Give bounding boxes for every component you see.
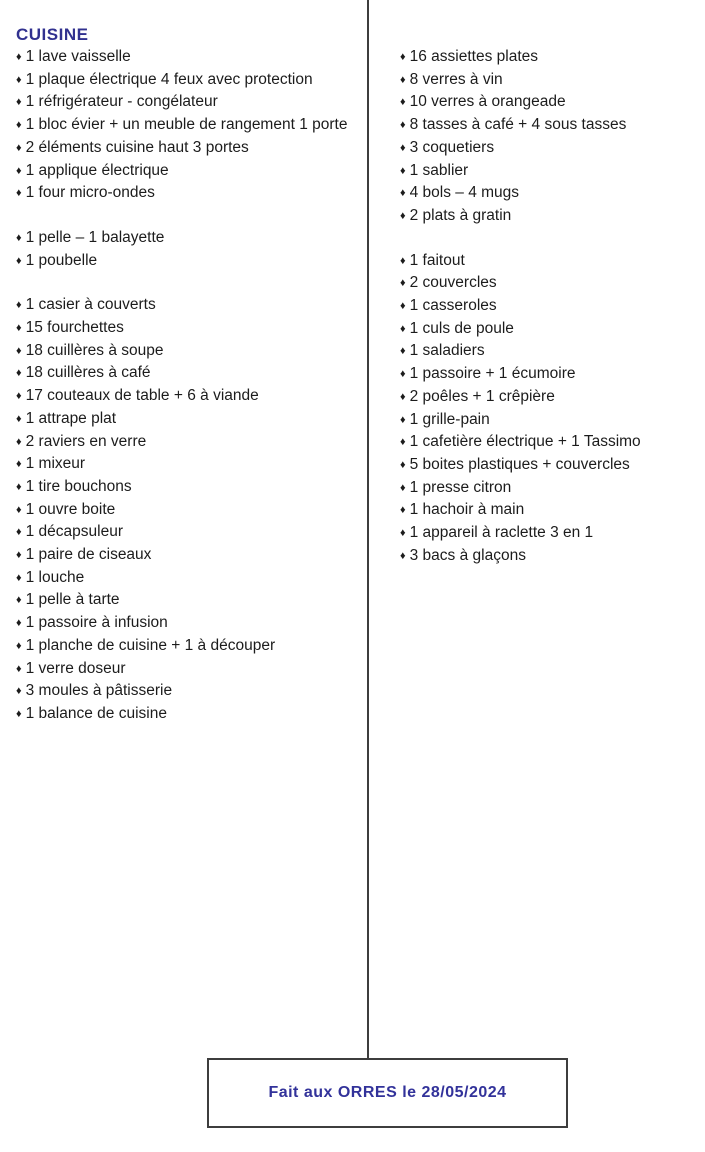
diamond-bullet-icon: ♦ <box>400 254 406 267</box>
item-text: 1 pelle – 1 balayette <box>25 228 165 246</box>
diamond-bullet-icon: ♦ <box>16 322 22 335</box>
list-item <box>16 453 361 476</box>
diamond-bullet-icon: ♦ <box>16 299 22 312</box>
list-item <box>400 340 695 363</box>
diamond-bullet-icon: ♦ <box>16 662 22 675</box>
item-text: 16 assiettes plates <box>409 48 539 65</box>
diamond-bullet-icon: ♦ <box>400 96 406 109</box>
list-item <box>400 318 695 341</box>
list-item <box>400 454 695 477</box>
diamond-bullet-icon: ♦ <box>400 277 406 290</box>
list-item <box>400 477 695 500</box>
item-group <box>400 250 695 568</box>
diamond-bullet-icon: ♦ <box>400 300 406 313</box>
item-text: 1 plaque électrique 4 feux avec protection <box>25 70 313 88</box>
item-text: 1 grille-pain <box>409 410 490 428</box>
left-item-groups <box>16 46 361 726</box>
right-column <box>400 46 695 567</box>
item-text: 1 passoire + 1 écumoire <box>409 365 576 383</box>
diamond-bullet-icon: ♦ <box>16 594 22 607</box>
item-text: 1 tire bouchons <box>25 477 132 495</box>
list-item <box>16 567 361 590</box>
list-item <box>400 46 695 69</box>
diamond-bullet-icon: ♦ <box>400 436 406 449</box>
item-text: 1 verre doseur <box>25 659 126 677</box>
item-text: 4 bols – 4 mugs <box>409 184 520 202</box>
list-item <box>16 362 361 385</box>
diamond-bullet-icon: ♦ <box>16 480 22 493</box>
page-title: CUISINE <box>16 25 89 44</box>
diamond-bullet-icon: ♦ <box>16 96 22 109</box>
diamond-bullet-icon: ♦ <box>400 141 406 154</box>
item-text: 1 pelle à tarte <box>25 591 120 609</box>
item-text: 3 moules à pâtisserie <box>25 682 173 700</box>
item-text: 17 couteaux de table + 6 à viande <box>25 387 259 405</box>
item-text: 2 couvercles <box>409 274 497 292</box>
item-text: 1 appareil à raclette 3 en 1 <box>409 524 594 542</box>
diamond-bullet-icon: ♦ <box>16 639 22 652</box>
list-item <box>16 182 361 205</box>
item-text: 1 hachoir à main <box>409 501 525 519</box>
diamond-bullet-icon: ♦ <box>16 435 22 448</box>
list-item <box>400 205 695 228</box>
list-item <box>400 295 695 318</box>
item-text: 1 mixeur <box>25 455 86 473</box>
item-text: 3 coquetiers <box>409 138 495 156</box>
list-item <box>400 137 695 160</box>
list-item <box>16 589 361 612</box>
list-item <box>16 340 361 363</box>
item-text: 18 cuillères à soupe <box>25 341 164 359</box>
list-item <box>400 545 695 568</box>
list-item <box>400 499 695 522</box>
item-text: 1 lave vaisselle <box>25 48 131 65</box>
diamond-bullet-icon: ♦ <box>16 367 22 380</box>
diamond-bullet-icon: ♦ <box>16 503 22 516</box>
list-item <box>400 250 695 273</box>
list-item <box>16 160 361 183</box>
diamond-bullet-icon: ♦ <box>16 51 22 63</box>
diamond-bullet-icon: ♦ <box>16 187 22 200</box>
diamond-bullet-icon: ♦ <box>400 504 406 517</box>
item-text: 1 paire de ciseaux <box>25 546 152 564</box>
diamond-bullet-icon: ♦ <box>16 412 22 425</box>
item-text: 2 éléments cuisine haut 3 portes <box>25 138 249 156</box>
item-text: 1 applique électrique <box>25 161 169 179</box>
item-text: 1 sablier <box>409 161 469 179</box>
footer-text: Fait aux ORRES le 28/05/2024 <box>268 1084 507 1101</box>
item-group <box>16 294 361 725</box>
item-text: 2 raviers en verre <box>25 432 147 450</box>
list-item <box>16 227 361 250</box>
diamond-bullet-icon: ♦ <box>400 527 406 540</box>
item-text: 1 culs de poule <box>409 319 514 337</box>
diamond-bullet-icon: ♦ <box>400 368 406 381</box>
diamond-bullet-icon: ♦ <box>16 254 22 267</box>
item-text: 1 bloc évier + un meuble de rangement 1 porte <box>25 116 348 134</box>
item-group <box>400 46 695 228</box>
list-item <box>400 160 695 183</box>
item-text: 1 ouvre boite <box>25 500 116 518</box>
item-text: 1 louche <box>25 568 85 586</box>
diamond-bullet-icon: ♦ <box>16 526 22 539</box>
list-item <box>16 294 361 317</box>
list-item <box>400 272 695 295</box>
list-item <box>16 658 361 681</box>
list-item <box>400 114 695 137</box>
item-text: 1 balance de cuisine <box>25 704 167 722</box>
item-text: 18 cuillères à café <box>25 364 151 382</box>
diamond-bullet-icon: ♦ <box>16 617 22 630</box>
list-item <box>16 612 361 635</box>
left-column <box>16 24 361 726</box>
item-group <box>16 227 361 272</box>
list-item <box>16 46 361 69</box>
list-item <box>400 91 695 114</box>
item-text: 1 faitout <box>409 251 465 269</box>
diamond-bullet-icon: ♦ <box>400 322 406 335</box>
item-text: 15 fourchettes <box>25 319 124 337</box>
diamond-bullet-icon: ♦ <box>16 231 22 244</box>
diamond-bullet-icon: ♦ <box>400 390 406 403</box>
list-item <box>16 137 361 160</box>
diamond-bullet-icon: ♦ <box>400 413 406 426</box>
right-item-groups <box>400 46 695 567</box>
item-text: 1 passoire à infusion <box>25 614 168 632</box>
item-group <box>16 46 361 205</box>
item-text: 8 verres à vin <box>409 70 503 88</box>
list-item <box>16 317 361 340</box>
item-text: 1 four micro-ondes <box>25 184 155 202</box>
list-item <box>16 521 361 544</box>
list-item <box>400 182 695 205</box>
list-item <box>16 635 361 658</box>
item-text: 1 poubelle <box>25 251 98 269</box>
column-divider-line <box>367 0 369 1058</box>
item-text: 3 bacs à glaçons <box>409 546 526 564</box>
item-text: 1 saladiers <box>409 342 485 360</box>
diamond-bullet-icon: ♦ <box>16 390 22 403</box>
list-item <box>16 703 361 726</box>
item-text: 10 verres à orangeade <box>409 93 566 111</box>
item-text: 1 attrape plat <box>25 409 117 427</box>
diamond-bullet-icon: ♦ <box>400 345 406 358</box>
diamond-bullet-icon: ♦ <box>16 119 22 132</box>
list-item <box>400 69 695 92</box>
diamond-bullet-icon: ♦ <box>400 119 406 132</box>
diamond-bullet-icon: ♦ <box>16 73 22 86</box>
diamond-bullet-icon: ♦ <box>16 141 22 154</box>
item-text: 8 tasses à café + 4 sous tasses <box>409 116 627 134</box>
list-item <box>16 408 361 431</box>
item-text: 1 casier à couverts <box>25 296 156 314</box>
item-text: 2 poêles + 1 crêpière <box>409 387 555 405</box>
list-item <box>16 544 361 567</box>
item-text: 2 plats à gratin <box>409 206 512 224</box>
diamond-bullet-icon: ♦ <box>16 685 22 698</box>
diamond-bullet-icon: ♦ <box>400 73 406 86</box>
item-text: 1 décapsuleur <box>25 523 123 541</box>
item-text: 1 casseroles <box>409 297 497 315</box>
item-text: 5 boites plastiques + couvercles <box>409 455 630 473</box>
item-text: 1 réfrigérateur - congélateur <box>25 93 218 111</box>
diamond-bullet-icon: ♦ <box>400 458 406 471</box>
list-item <box>400 409 695 432</box>
list-item <box>16 431 361 454</box>
list-item <box>16 114 361 137</box>
list-item <box>16 499 361 522</box>
item-text: 1 planche de cuisine + 1 à découper <box>25 636 276 654</box>
diamond-bullet-icon: ♦ <box>16 707 22 720</box>
item-text: 1 presse citron <box>409 478 512 496</box>
diamond-bullet-icon: ♦ <box>400 481 406 494</box>
list-item <box>16 385 361 408</box>
diamond-bullet-icon: ♦ <box>16 458 22 471</box>
list-item <box>400 363 695 386</box>
diamond-bullet-icon: ♦ <box>16 549 22 562</box>
diamond-bullet-icon: ♦ <box>400 164 406 177</box>
list-item <box>400 522 695 545</box>
footer-box <box>207 1058 568 1128</box>
diamond-bullet-icon: ♦ <box>400 51 406 63</box>
diamond-bullet-icon: ♦ <box>16 164 22 177</box>
list-item <box>400 386 695 409</box>
list-item <box>16 476 361 499</box>
diamond-bullet-icon: ♦ <box>16 571 22 584</box>
diamond-bullet-icon: ♦ <box>400 187 406 200</box>
diamond-bullet-icon: ♦ <box>400 209 406 222</box>
list-item <box>400 431 695 454</box>
list-item <box>16 69 361 92</box>
list-item <box>16 250 361 273</box>
item-text: 1 cafetière électrique + 1 Tassimo <box>409 433 641 451</box>
diamond-bullet-icon: ♦ <box>400 549 406 562</box>
list-item <box>16 91 361 114</box>
list-item <box>16 680 361 703</box>
diamond-bullet-icon: ♦ <box>16 344 22 357</box>
